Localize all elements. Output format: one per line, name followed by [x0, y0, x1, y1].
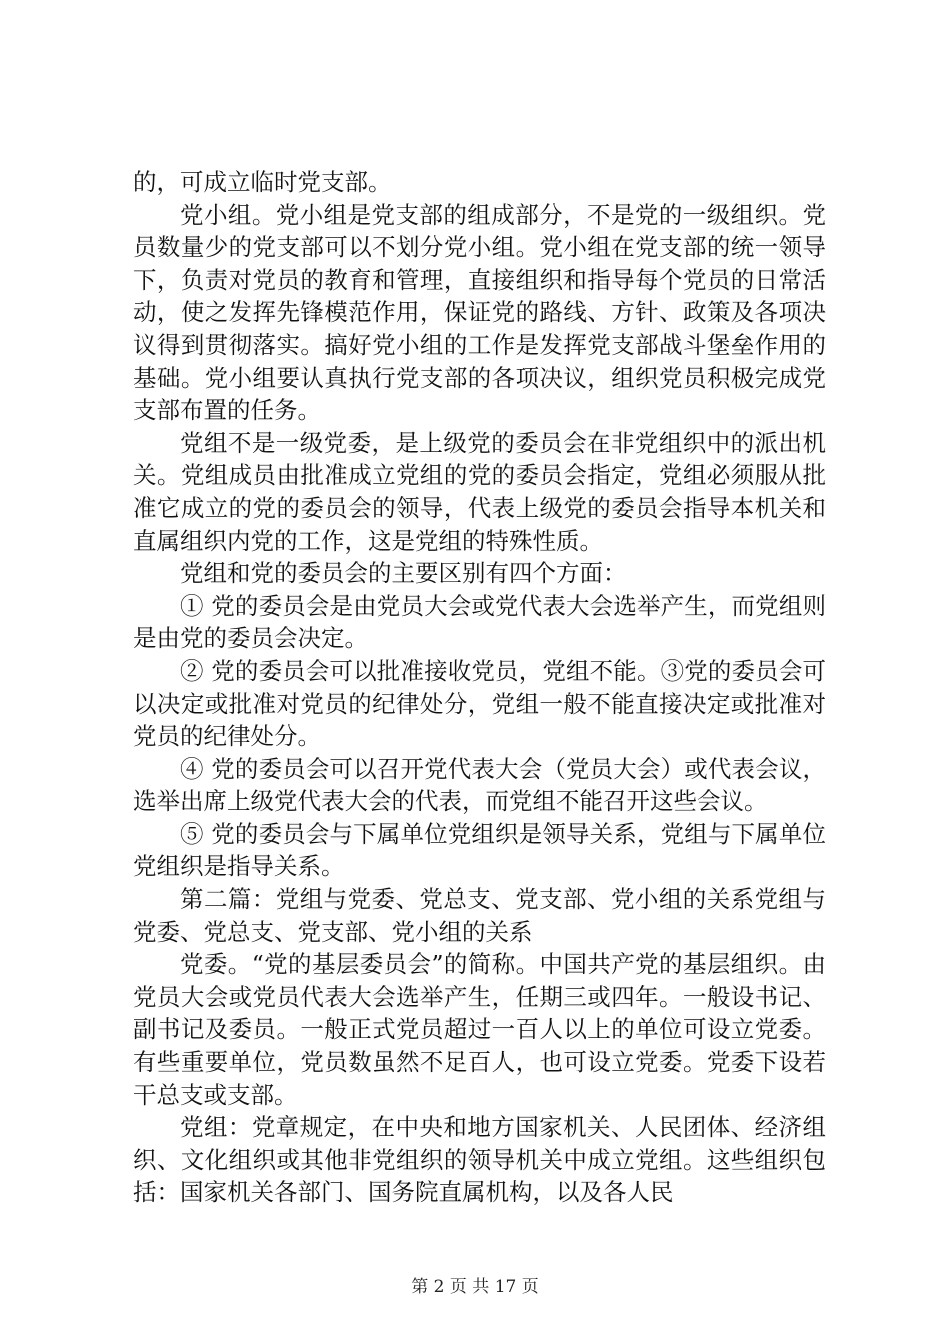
paragraph-8: ⑤ 党的委员会与下属单位党组织是领导关系，党组与下属单位党组织是指导关系。 [133, 819, 826, 881]
paragraph-6: ② 党的委员会可以批准接收党员，党组不能。③党的委员会可以决定或批准对党员的纪律处分，党组一般不能直接决定或批准对党员的纪律处分。 [133, 656, 826, 751]
paragraph-2: 党小组。党小组是党支部的组成部分，不是党的一级组织。党员数量少的党支部可以不划分党小组。党小组在党支部的统一领导下，负责对党员的教育和管理，直接组织和指导每个党员的日常活动，使之发挥先锋模范作用，保证党的路线、方针、政策及各项决议得到贯彻落实。搞好党小组的工作是发挥党支部战斗堡垒作用的基础。党小组要认真执行党支部的各项决议，组织党员积极完成党支部布置的任务。 [133, 200, 826, 425]
paragraph-9: 第二篇：党组与党委、党总支、党支部、党小组的关系党组与党委、党总支、党支部、党小组的关系 [133, 885, 826, 946]
paragraph-3: 党组不是一级党委，是上级党的委员会在非党组织中的派出机关。党组成员由批准成立党组的党的委员会指定，党组必须服从批准它成立的党的委员会的领导，代表上级党的委员会指导本机关和直属组织内党的工作，这是党组的特殊性质。 [133, 428, 826, 555]
page-number-footer: 第 2 页 共 17 页 [411, 1277, 539, 1297]
document-body [133, 166, 826, 1209]
paragraph-4: 党组和党的委员会的主要区别有四个方面： [180, 559, 627, 588]
paragraph-10: 党委。“党的基层委员会”的简称。中国共产党的基层组织。由党员大会或党员代表大会选举产生，任期三或四年。一般设书记、副书记及委员。一般正式党员超过一百人以上的单位可设立党委。有些重要单位，党员数虽然不足百人，也可设立党委。党委下设若干总支或支部。 [133, 950, 826, 1109]
paragraph-1: 的，可成立临时党支部。 [133, 168, 392, 196]
paragraph-7: ④ 党的委员会可以召开党代表大会（党员大会）或代表会议，选举出席上级党代表大会的代表，而党组不能召开这些会议。 [133, 754, 826, 816]
paragraph-5: ① 党的委员会是由党员大会或党代表大会选举产生，而党组则是由党的委员会决定。 [133, 591, 826, 653]
paragraph-11: 党组：党章规定，在中央和地方国家机关、人民团体、经济组织、文化组织或其他非党组织的领导机关中成立党组。这些组织包括：国家机关各部门、国务院直属机构，以及各人民 [133, 1113, 826, 1207]
